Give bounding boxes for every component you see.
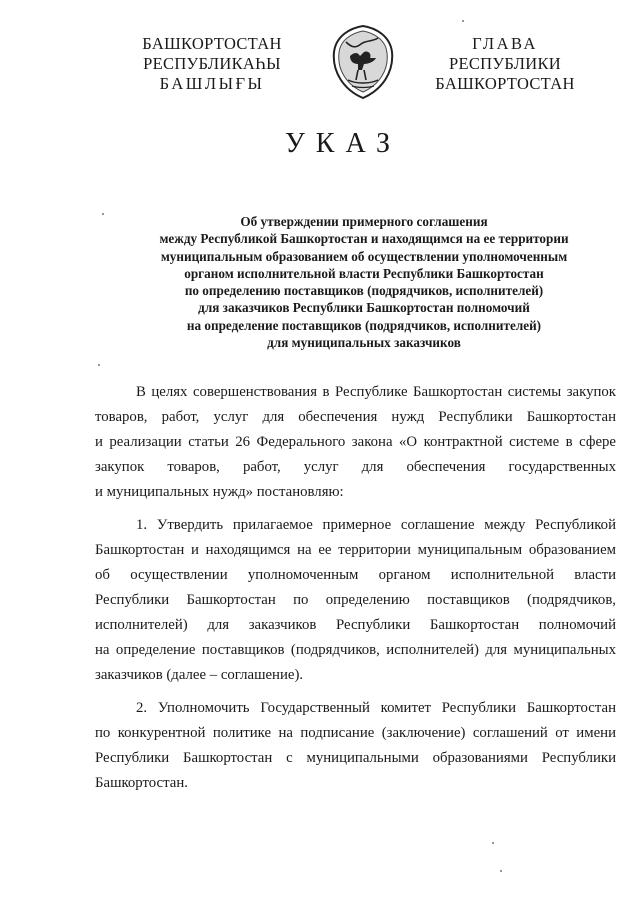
body-line: и реализации статьи 26 Федерального закона «О контрактной системе в сфере: [95, 434, 616, 450]
coat-of-arms-emblem: [328, 22, 398, 102]
scan-speck: [500, 870, 502, 872]
body-line: товаров, работ, услуг для обеспечения нужд Республики Башкортостан: [95, 409, 616, 425]
body-line: заказчиков (далее – соглашение).: [95, 667, 304, 683]
document-type-title: УКАЗ: [284, 128, 402, 159]
body-line: об осуществлении уполномоченным органом исполнительной власти: [95, 567, 616, 583]
body-line: исполнителей) для заказчиков Республики Башкортостан полномочий: [95, 617, 616, 633]
body-line: 2. Уполномочить Государственный комитет Республики Башкортостан: [136, 700, 616, 716]
body-line: Башкортостан и находящимся на ее территории муниципальным образованием: [95, 542, 616, 558]
header-left-line: БАШЛЫҒЫ: [159, 74, 265, 93]
body-line: на определение поставщиков (подрядчиков, исполнителей) для муниципальных: [95, 642, 616, 658]
subject-line: для заказчиков Республики Башкортостан полномочий: [198, 300, 530, 316]
subject-line: органом исполнительной власти Республики Башкортостан: [184, 265, 544, 281]
scan-speck: [98, 364, 100, 366]
header-right-title: [405, 34, 605, 94]
body-line: и муниципальных нужд» постановляю:: [95, 484, 344, 500]
subject-line: по определению поставщиков (подрядчиков, исполнителей): [184, 283, 544, 299]
subject-line: для муниципальных заказчиков: [267, 335, 461, 351]
subject-line: Об утверждении примерного соглашения: [240, 214, 488, 229]
scan-speck: [102, 213, 104, 215]
body-line: 1. Утвердить прилагаемое примерное соглашение между Республикой: [136, 517, 616, 533]
subject-line: на определение поставщиков (подрядчиков, исполнителей): [186, 317, 542, 333]
subject-line: между Республикой Башкортостан и находящимся на ее территории: [159, 231, 569, 247]
body-line: Республики Башкортостан по определению поставщиков (подрядчиков,: [95, 592, 616, 608]
scan-speck: [492, 842, 494, 844]
decree-body: [95, 380, 616, 796]
header-right-line: РЕСПУБЛИКИ: [449, 54, 561, 73]
header-left-title: [112, 34, 312, 94]
body-line: В целях совершенствования в Республике Башкортостан системы закупок: [136, 384, 616, 400]
header-right-line: БАШКОРТОСТАН: [435, 74, 575, 93]
body-line: закупок товаров, работ, услуг для обеспечения государственных: [95, 459, 616, 475]
body-paragraph-preamble: [95, 380, 616, 505]
scan-speck: [462, 20, 464, 22]
subject-line: муниципальным образованием об осуществлении уполномоченным: [160, 248, 568, 264]
header-left-line: РЕСПУБЛИКАҺЫ: [143, 54, 281, 73]
body-line: по конкурентной политике на подписание (заключение) соглашений от имени: [95, 725, 616, 741]
header-left-line: БАШКОРТОСТАН: [142, 34, 282, 53]
header-right-line: ГЛАВА: [472, 34, 538, 53]
body-line: Башкортостан.: [95, 775, 188, 791]
body-line: Республики Башкортостан с муниципальными образованиями Республики: [95, 750, 616, 766]
decree-subject: [95, 213, 633, 351]
body-paragraph-item-2: [95, 696, 616, 796]
body-paragraph-item-1: [95, 513, 616, 688]
